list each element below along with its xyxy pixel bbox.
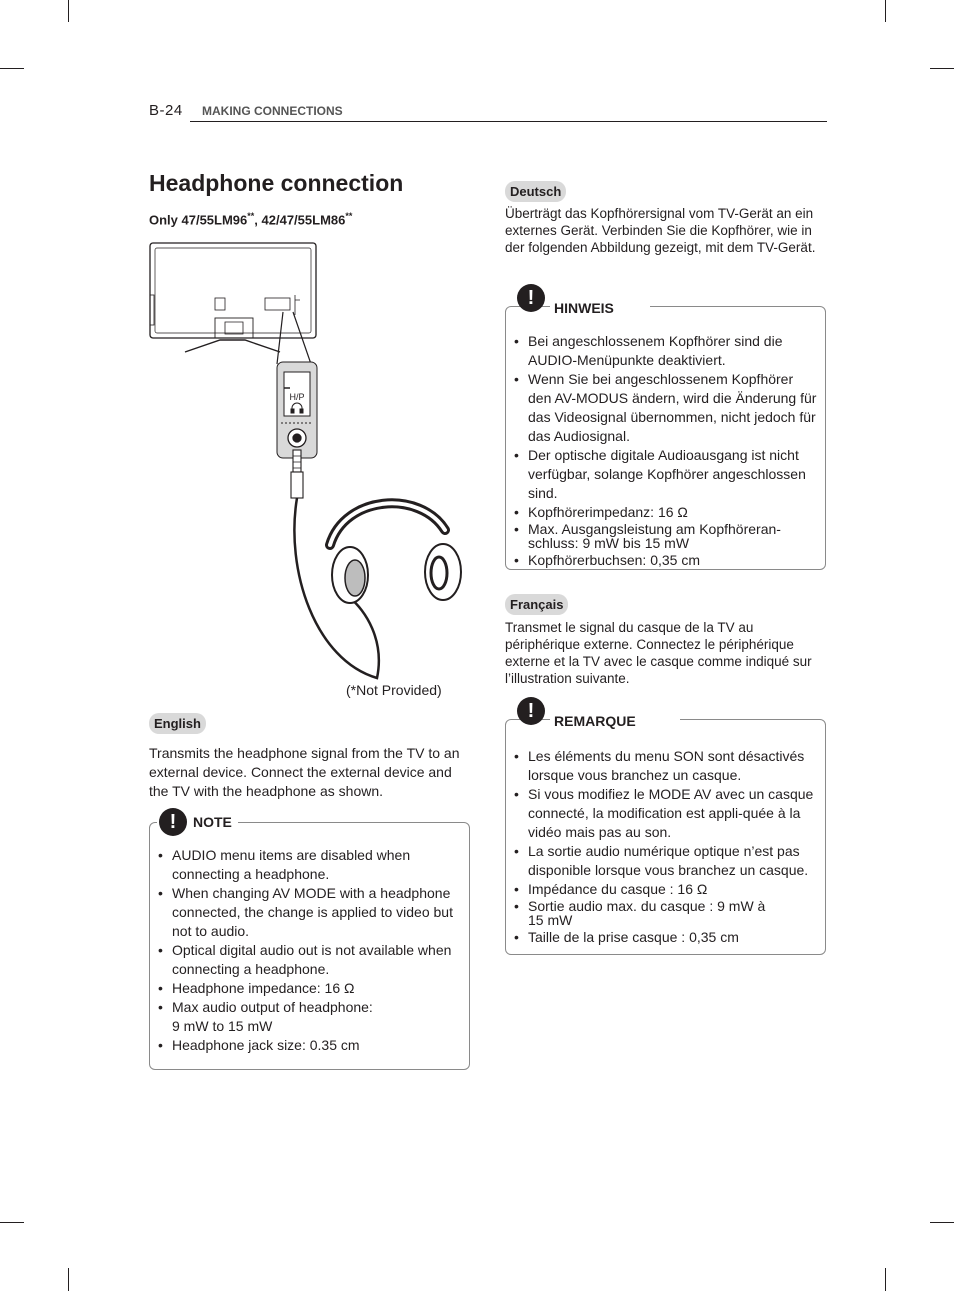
headphone-connection-illustration: [145, 240, 475, 680]
list-item: • Kopfhörerimpedanz: 16 Ω: [514, 505, 818, 519]
list-item: • La sortie audio numérique optique n’est pas disponible lorsque vous branchez un casque.: [514, 842, 818, 880]
model-subtitle: Only 47/55LM96**, 42/47/55LM86**: [149, 211, 353, 228]
page-number: B-24: [149, 102, 183, 119]
list-item: • Si vous modifiez le MODE AV avec un casque connecté, la modification est appli-quée à la vidéo mais pas au son.: [514, 785, 818, 842]
list-item: • Max audio output of headphone: 9 mW to 15 mW: [158, 998, 382, 1036]
deutsch-description: Überträgt das Kopfhörersignal vom TV-Gerät an ein externes Gerät. Verbinden Sie die Kopfhörer, wie in der folgenden Abbildung gezeigt, mit dem TV-Gerät.: [505, 206, 816, 255]
note-list-deutsch: [514, 332, 818, 570]
crop-mark: [0, 1222, 24, 1223]
francais-description: Transmet le signal du casque de la TV au périphérique externe. Connectez le périphérique externe et la TV avec le casque comme indiqué sur l’illustration suivante.: [505, 620, 812, 686]
list-item: • Der optische digitale Audioausgang ist nicht verfügbar, solange Kopfhörer angeschlossen sind.: [514, 446, 818, 503]
jack-label: H/P: [289, 392, 305, 402]
crop-mark: [68, 0, 69, 22]
exclamation-icon: !: [159, 808, 187, 836]
english-description: Transmits the headphone signal from the TV to an external device. Connect the external device and the TV with the headphone as shown.: [149, 745, 460, 799]
list-item: • When changing AV MODE with a headphone connected, the change is applied to video but not to audio.: [158, 884, 462, 941]
list-item: • Optical digital audio out is not available when connecting a headphone.: [158, 941, 462, 979]
not-provided-caption: (*Not Provided): [346, 682, 442, 698]
list-item: • Kopfhörerbuchsen: 0,35 cm: [514, 553, 818, 567]
crop-mark: [885, 1268, 886, 1291]
list-item: • Impédance du casque : 16 Ω: [514, 882, 818, 896]
note-header-english: ! NOTE: [157, 808, 238, 836]
crop-mark: [930, 1222, 954, 1223]
list-item: • Headphone jack size: 0.35 cm: [158, 1036, 462, 1055]
crop-mark: [0, 68, 24, 69]
note-list-english: [158, 846, 462, 1055]
crop-mark: [930, 68, 954, 69]
lang-tag-francais: Français: [505, 594, 568, 615]
list-item: • AUDIO menu items are disabled when connecting a headphone.: [158, 846, 462, 884]
list-item: • Taille de la prise casque : 0,35 cm: [514, 930, 818, 944]
note-list-francais: [514, 747, 818, 947]
page-title: Headphone connection: [149, 170, 404, 196]
list-item: • Bei angeschlossenem Kopfhörer sind die AUDIO-Menüpunkte deaktiviert.: [514, 332, 818, 370]
list-item: • Sortie audio max. du casque : 9 mW à 15 mW: [514, 899, 778, 927]
crop-mark: [68, 1268, 69, 1291]
note-label-francais: REMARQUE: [550, 713, 680, 729]
list-item: • Wenn Sie bei angeschlossenem Kopfhörer den AV-MODUS ändern, wird die Änderung für das Videosignal übernommen, nicht jedoch für das Audiosignal.: [514, 370, 818, 446]
note-label-deutsch: HINWEIS: [550, 300, 650, 316]
lang-tag-deutsch: Deutsch: [505, 181, 566, 202]
exclamation-icon: !: [517, 284, 545, 312]
list-item: • Les éléments du menu SON sont désactivés lorsque vous branchez un casque.: [514, 747, 818, 785]
lang-tag-english: English: [149, 713, 206, 734]
section-title: MAKING CONNECTIONS: [202, 104, 343, 118]
list-item: • Max. Ausgangsleistung am Kopfhöreran-schluss: 9 mW bis 15 mW: [514, 522, 798, 550]
header-rule: [190, 121, 827, 122]
crop-mark: [885, 0, 886, 22]
list-item: • Headphone impedance: 16 Ω: [158, 979, 462, 998]
exclamation-icon: !: [517, 697, 545, 725]
